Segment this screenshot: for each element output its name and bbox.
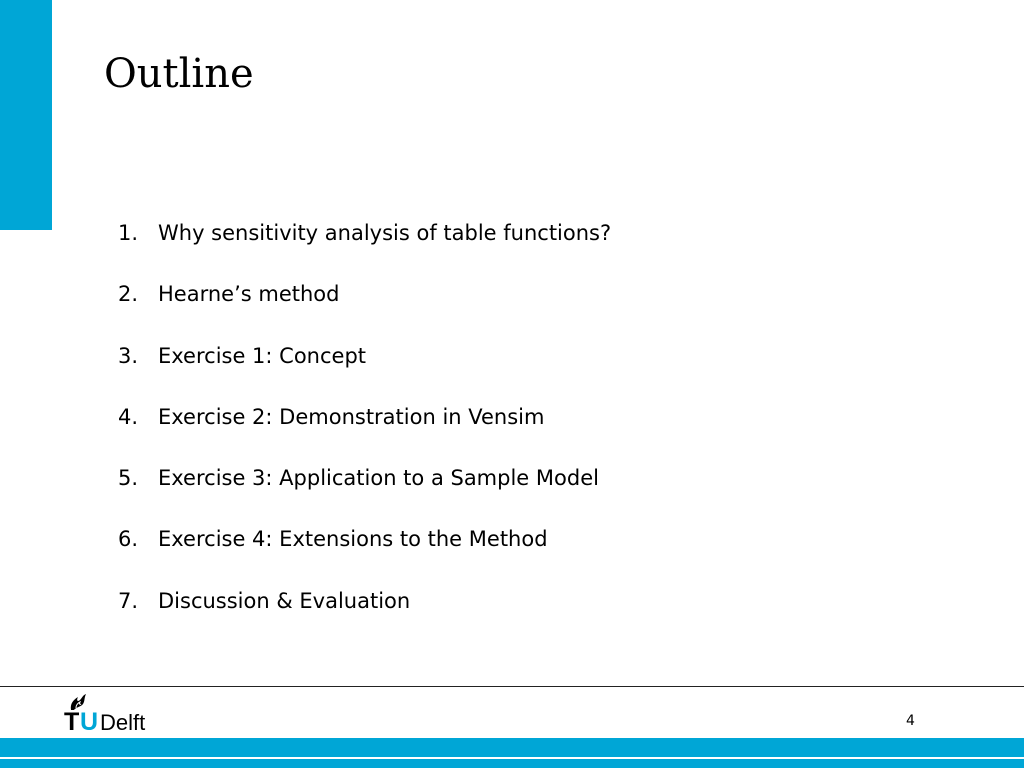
outline-list	[118, 218, 611, 647]
item-number: 7.	[118, 588, 139, 613]
page-number: 4	[906, 713, 915, 729]
outline-item	[118, 279, 611, 340]
item-label: Discussion & Evaluation	[158, 588, 411, 613]
item-number: 5.	[118, 466, 139, 491]
item-label: Hearne’s method	[158, 282, 340, 307]
outline-item	[118, 218, 611, 279]
accent-bar	[0, 0, 52, 230]
item-number: 4.	[118, 404, 139, 429]
item-label: Exercise 4: Extensions to the Method	[158, 527, 548, 552]
logo-u: U	[80, 708, 99, 734]
item-label: Exercise 3: Application to a Sample Model	[158, 466, 599, 491]
item-label: Why sensitivity analysis of table functions?	[158, 221, 612, 245]
outline-item	[118, 341, 611, 402]
footer-divider	[0, 686, 1024, 687]
slide-title: Outline	[104, 51, 254, 97]
item-number: 2.	[118, 282, 139, 307]
item-label: Exercise 1: Concept	[158, 343, 367, 368]
outline-item	[118, 463, 611, 524]
outline-item	[118, 402, 611, 463]
logo-t: T	[64, 708, 80, 734]
logo-delft: Delft	[100, 710, 146, 734]
item-number: 1.	[118, 221, 139, 245]
item-number: 6.	[118, 527, 139, 552]
tu-delft-logo	[64, 692, 169, 734]
outline-item	[118, 524, 611, 585]
item-label: Exercise 2: Demonstration in Vensim	[158, 404, 545, 429]
outline-item	[118, 586, 611, 647]
item-number: 3.	[118, 343, 139, 368]
footer-band	[0, 738, 1024, 768]
